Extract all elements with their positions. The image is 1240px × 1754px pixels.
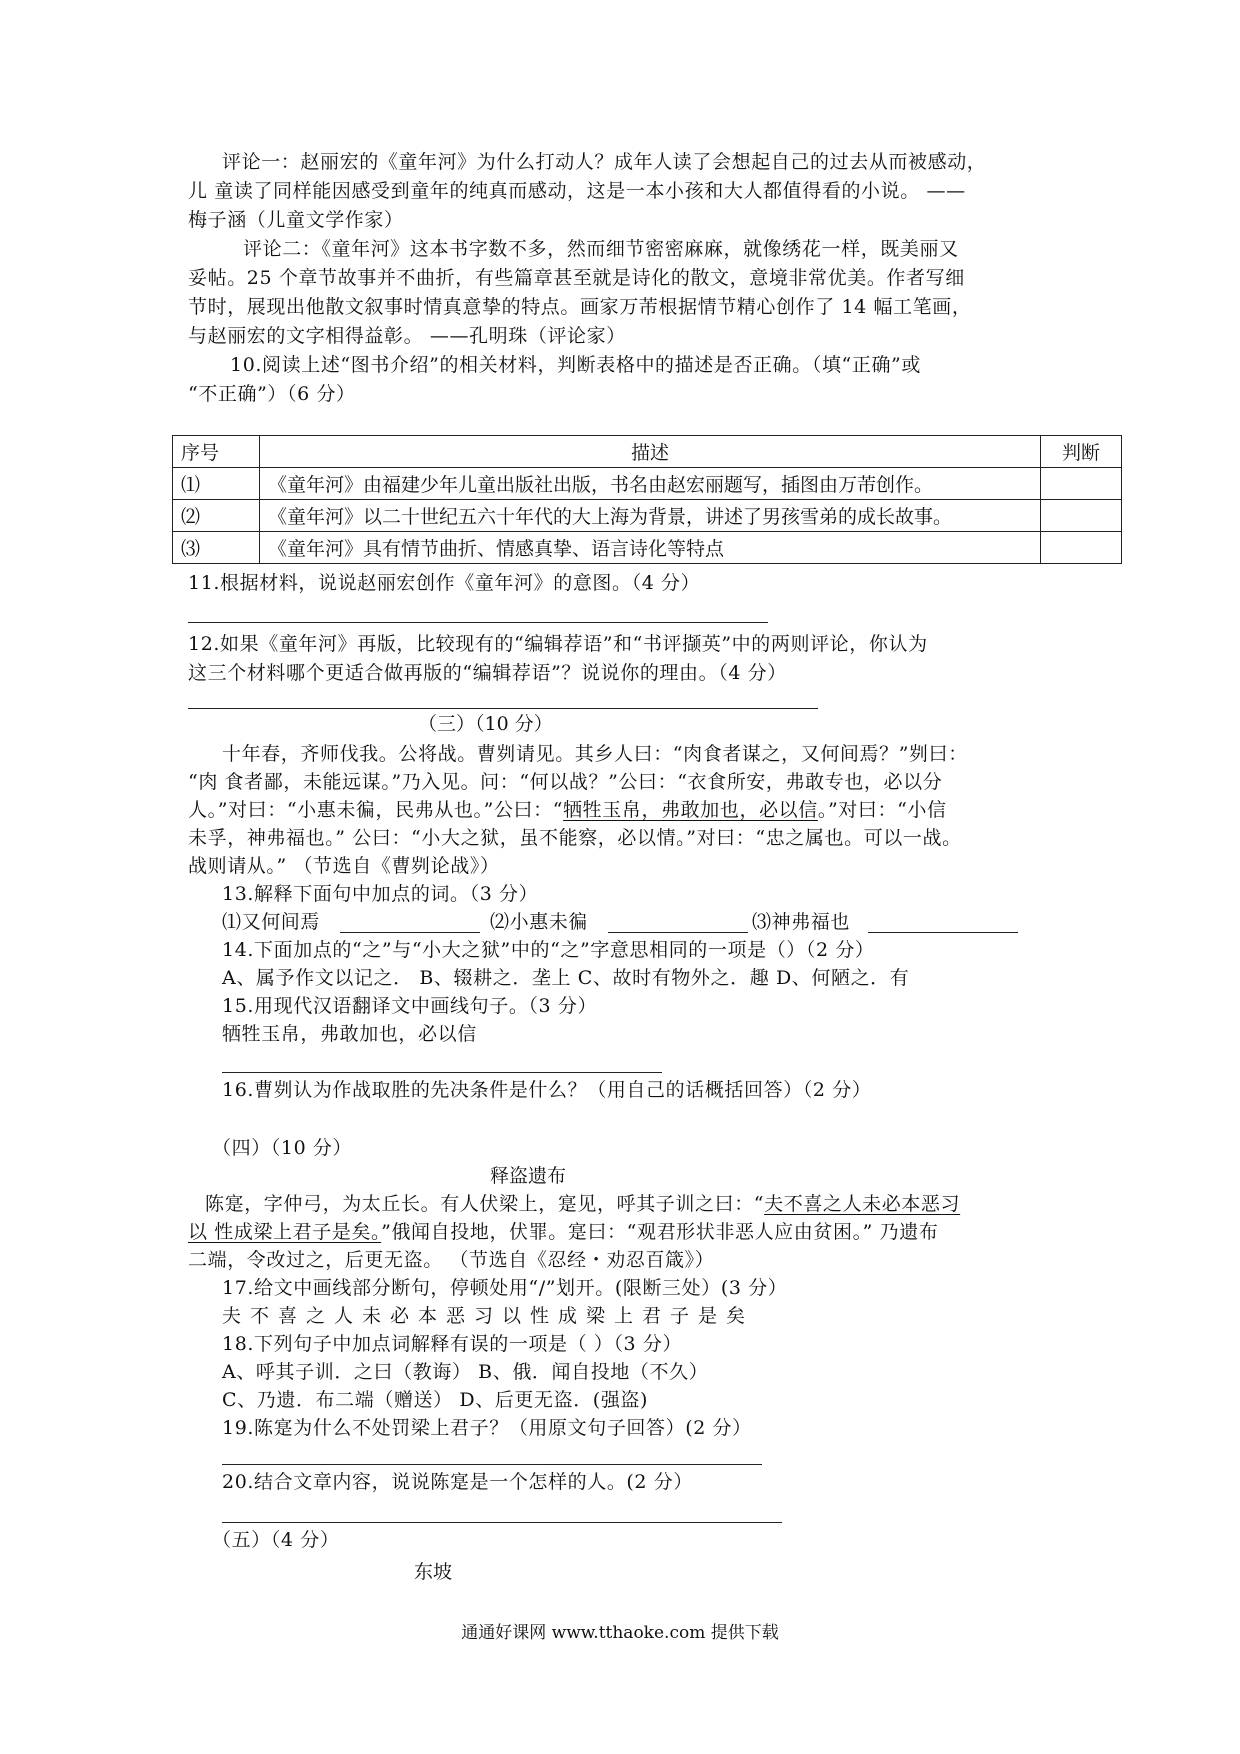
- underlined-sentence: 牺牲玉帛，弗敢加也，必以信: [563, 799, 818, 821]
- review2-line1: 评论二：《童年河》这本书字数不多，然而细节密密麻麻，就像绣花一样，既美丽又: [243, 238, 959, 260]
- section3-p3c: 。”对曰：“小信: [817, 799, 947, 821]
- q10-line1: 10.阅读上述“图书介绍”的相关材料，判断表格中的描述是否正确。（填“正确”或: [230, 354, 921, 376]
- row-judgement-cell[interactable]: [1041, 468, 1122, 500]
- section3-p3a: 人。”对曰：“小惠未徧，民弗从也。”公曰：“: [188, 799, 564, 821]
- q17: 17.给文中画线部分断句，停顿处用“/”划开。(限断三处）(3 分）: [222, 1277, 788, 1299]
- section4-p1a: 陈寔，字仲弓，为太丘长。有人伏梁上，寔见，呼其子训之曰：“: [205, 1193, 765, 1215]
- underlined-phrase-1: 夫不喜之人未必本恶习: [764, 1193, 961, 1215]
- table-header-row: [173, 436, 1122, 468]
- q18-options-cd: C、乃遗．布二端（赠送） D、后更无盗．(强盗): [222, 1389, 649, 1411]
- q15-sentence: 牺牲玉帛，弗敢加也，必以信: [222, 1023, 477, 1045]
- section4-p2b: ”俄闻自投地，伏罪。寔曰：“观君形状非恶人应由贫困。” 乃遗布: [381, 1221, 939, 1243]
- q15: 15.用现代汉语翻译文中画线句子。（3 分）: [222, 995, 598, 1017]
- row-number: ⑶: [173, 532, 260, 564]
- q19-answer-line[interactable]: [222, 1464, 762, 1465]
- section3-p3: [188, 796, 947, 825]
- section4-title: （四）（10 分）: [212, 1137, 353, 1159]
- q12-line2: 这三个材料哪个更适合做再版的“编辑荐语”？说说你的理由。（4 分）: [188, 662, 787, 684]
- review1-line1: 评论一：赵丽宏的《童年河》为什么打动人？成年人读了会想起自己的过去从而被感动，: [222, 151, 987, 173]
- review2-line4: 与赵丽宏的文字相得益彰。 ——孔明珠（评论家）: [188, 325, 626, 347]
- q12-answer-line[interactable]: [188, 708, 818, 709]
- section5-title: （五）（4 分）: [212, 1529, 340, 1551]
- judgement-table: [172, 435, 1122, 564]
- underlined-phrase-2: 以 性成梁上君子是矣。: [188, 1221, 382, 1243]
- row-number: ⑵: [173, 500, 260, 532]
- q13-a: ⑴又何间焉: [222, 911, 321, 933]
- q17-text[interactable]: 夫不喜之人未必本恶习以性成梁上君子是矣: [222, 1305, 755, 1327]
- review1-line2: 儿 童读了同样能因感受到童年的纯真而感动，这是一本小孩和大人都值得看的小说。 ——: [188, 180, 966, 202]
- row-number: ⑴: [173, 468, 260, 500]
- review2-line2: 妥帖。25 个章节故事并不曲折，有些篇章甚至就是诗化的散文，意境非常优美。作者写细: [188, 267, 965, 289]
- q15-answer-line[interactable]: [222, 1072, 662, 1073]
- row-judgement-cell[interactable]: [1041, 532, 1122, 564]
- review2-line3: 节时，展现出他散文叙事时情真意挚的特点。画家万芾根据情节精心创作了 14 幅工笔画，: [188, 296, 972, 318]
- q13-c-blank[interactable]: [868, 932, 1018, 933]
- q20: 20.结合文章内容，说说陈寔是一个怎样的人。(2 分）: [222, 1471, 693, 1493]
- review1-line3: 梅子涵（儿童文学作家）: [188, 209, 404, 231]
- poem-title: 东坡: [414, 1561, 453, 1583]
- section4-p3: 二端，令改过之，后更无盗。 （节选自《忍经・劝忍百箴》）: [188, 1249, 715, 1271]
- row-description: 《童年河》具有情节曲折、情感真挚、语言诗化等特点: [260, 532, 1041, 564]
- q18: 18.下列句子中加点词解释有误的一项是（ ）（3 分）: [222, 1333, 683, 1355]
- q13-b: ⑵小惠未徧: [490, 911, 589, 933]
- row-judgement-cell[interactable]: [1041, 500, 1122, 532]
- table-row: [173, 468, 1122, 500]
- q12-line1: 12.如果《童年河》再版，比较现有的“编辑荐语”和“书评撷英”中的两则评论，你认为: [188, 633, 928, 655]
- q20-answer-line[interactable]: [222, 1522, 782, 1523]
- q14: 14.下面加点的“之”与“小大之狱”中的“之”字意思相同的一项是（）（2 分）: [222, 939, 875, 961]
- section3-p2: “肉 食者鄙，未能远谋。”乃入见。问：“何以战？”公曰：“衣食所安，弗敢专也，必以分: [188, 771, 943, 793]
- section3-p5: 战则请从。” （节选自《曹刿论战》）: [188, 855, 500, 877]
- section3-p4: 未孚，神弗福也。” 公曰：“小大之狱，虽不能察，必以情。”对曰：“忠之属也。可以一战。: [188, 827, 962, 849]
- q13-c: ⑶神弗福也: [752, 911, 851, 933]
- section3-title: （三）（10 分）: [418, 713, 553, 735]
- q13-b-blank[interactable]: [608, 932, 748, 933]
- q16: 16.曹刿认为作战取胜的先决条件是什么？（用自己的话概括回答）（2 分）: [222, 1079, 872, 1101]
- row-description: 《童年河》由福建少年儿童出版社出版，书名由赵宏丽题写，插图由万芾创作。: [260, 468, 1041, 500]
- section4-p1: [205, 1190, 960, 1219]
- section4-p2: [188, 1218, 938, 1247]
- q10-line2: “不正确”）（6 分）: [188, 383, 356, 405]
- header-judgement: 判断: [1041, 436, 1122, 468]
- header-description: 描述: [260, 436, 1041, 468]
- section3-p1: 十年春，齐师伐我。公将战。曹刿请见。其乡人曰：“肉食者谋之，又何间焉？”刿曰：: [222, 743, 968, 765]
- q13-a-blank[interactable]: [340, 932, 480, 933]
- passage-title: 释盗遗布: [490, 1165, 567, 1187]
- q11: 11.根据材料，说说赵丽宏创作《童年河》的意图。（4 分）: [188, 572, 701, 594]
- q18-options-ab: A、呼其子训．之曰（教诲） B、俄．闻自投地（不久）: [222, 1361, 709, 1383]
- q19: 19.陈寔为什么不处罚梁上君子？（用原文句子回答）(2 分）: [222, 1417, 752, 1439]
- row-description: 《童年河》以二十世纪五六十年代的大上海为背景，讲述了男孩雪弟的成长故事。: [260, 500, 1041, 532]
- q14-options: A、属予作文以记之． B、辍耕之．垄上 C、故时有物外之．趣 D、何陋之．有: [222, 967, 910, 989]
- q13: 13.解释下面句中加点的词。（3 分）: [222, 883, 539, 905]
- table-row: [173, 500, 1122, 532]
- q11-answer-line[interactable]: [188, 622, 768, 623]
- header-number: 序号: [173, 436, 260, 468]
- table-row: [173, 532, 1122, 564]
- page-footer: 通通好课网 www.tthaoke.com 提供下载: [461, 1623, 779, 1643]
